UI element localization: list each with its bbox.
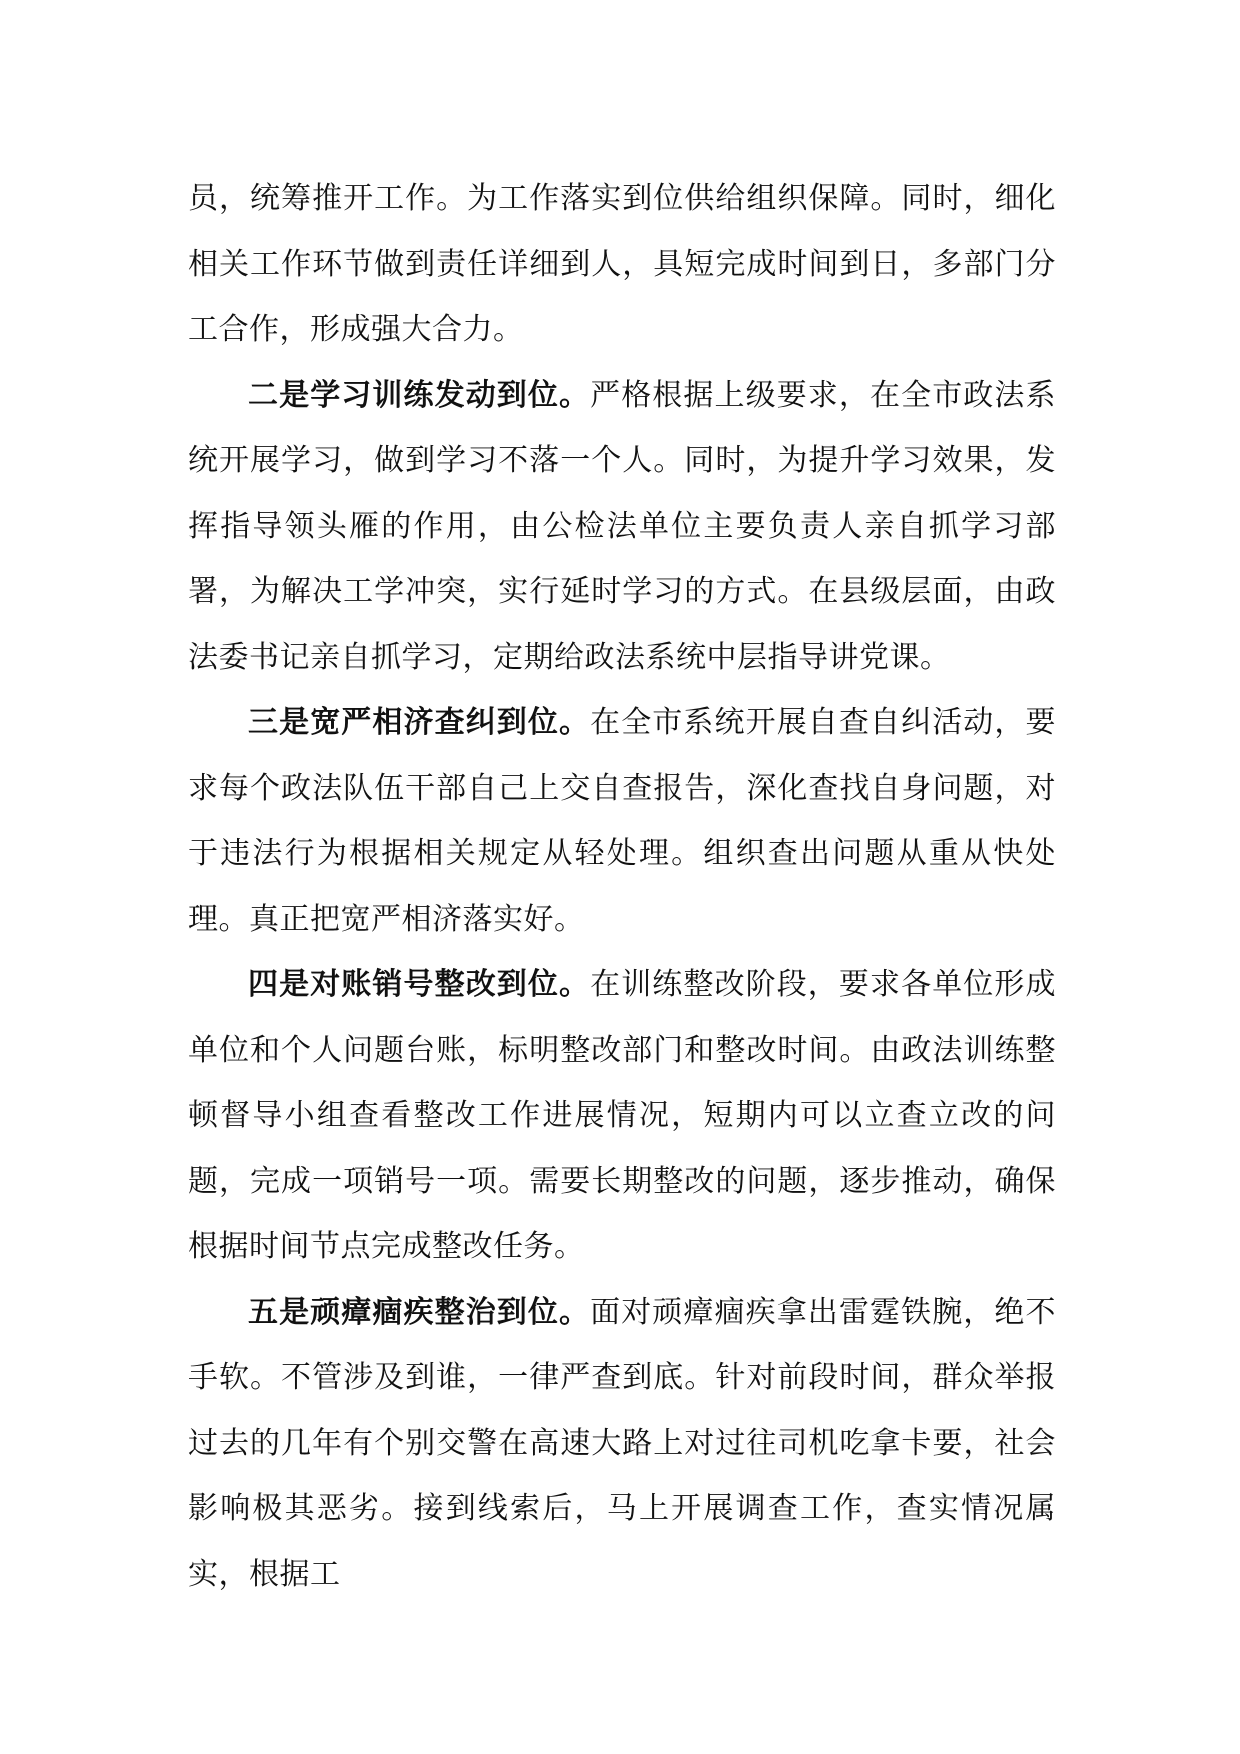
paragraph-lead: 三是宽严相济查纠到位。 — [248, 705, 591, 740]
paragraph-self-inspection — [188, 690, 1056, 952]
document-body — [188, 166, 1056, 1607]
paragraph-lead: 二是学习训练发动到位。 — [248, 377, 591, 413]
paragraph-continuation — [188, 166, 1056, 363]
paragraph-chronic-problems — [188, 1280, 1056, 1608]
paragraph-text: 在训练整改阶段，要求各单位形成单位和个人问题台账，标明整改部门和整改时间。由政法训练整顿督导小组查看整改工作进展情况，短期内可以立查立改的问题，完成一项销号一项。需要长期整改的问题，逐步推动，确保根据时间节点完成整改任务。 — [188, 967, 1057, 1264]
paragraph-text: 员，统筹推开工作。为工作落实到位供给组织保障。同时，细化相关工作环节做到责任详细到人，具短完成时间到日，多部门分工合作，形成强大合力。 — [188, 181, 1056, 347]
paragraph-text: 严格根据上级要求，在全市政法系统开展学习，做到学习不落一个人。同时，为提升学习效果，发挥指导领头雁的作用，由公检法单位主要负责人亲自抓学习部署，为解决工学冲突，实行延时学习的方式。在县级层面，由政法委书记亲自抓学习，定期给政法系统中层指导讲党课。 — [188, 377, 1057, 675]
paragraph-text: 面对顽瘴痼疾拿出雷霆铁腕，绝不手软。不管涉及到谁，一律严查到底。针对前段时间，群众举报过去的几年有个别交警在高速大路上对过往司机吃拿卡要，社会影响极其恶劣。接到线索后，马上开展调查工作，查实情况属实，根据工 — [188, 1294, 1057, 1592]
paragraph-rectification — [188, 952, 1056, 1280]
paragraph-lead: 四是对账销号整改到位。 — [248, 967, 591, 1002]
paragraph-lead: 五是顽瘴痼疾整治到位。 — [248, 1294, 591, 1330]
paragraph-learning-training — [188, 363, 1056, 691]
paragraph-text: 在全市系统开展自查自纠活动，要求每个政法队伍干部自己上交自查报告，深化查找自身问题，对于违法行为根据相关规定从轻处理。组织查出问题从重从快处理。真正把宽严相济落实好。 — [188, 705, 1057, 937]
